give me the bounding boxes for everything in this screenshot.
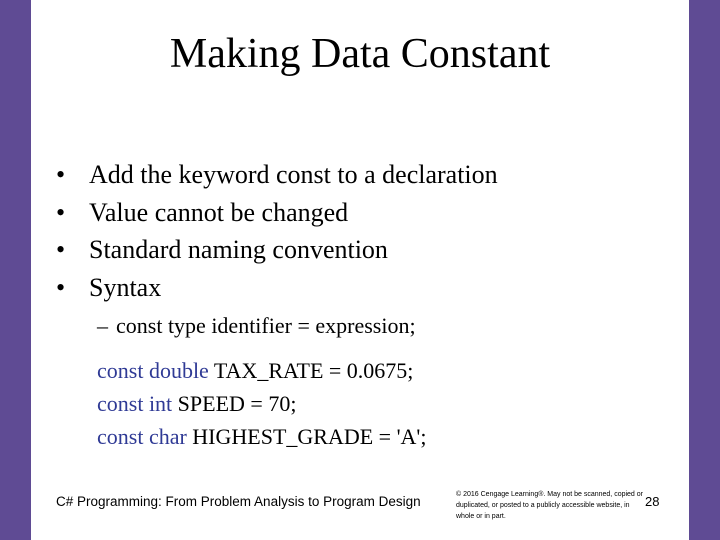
code-line xyxy=(97,387,427,420)
bullet-list xyxy=(56,156,498,306)
bullet-text: Standard naming convention xyxy=(89,235,388,264)
bullet-text: Add the keyword const to a declaration xyxy=(89,160,498,189)
bullet-item xyxy=(56,269,498,307)
code-line xyxy=(97,420,427,453)
bullet-item xyxy=(56,231,498,269)
code-keywords: const double xyxy=(97,358,209,383)
bullet-dot-icon: • xyxy=(56,235,66,264)
syntax-text: const type identifier = expression; xyxy=(116,313,416,338)
code-line xyxy=(97,354,427,387)
syntax-sub-bullet xyxy=(97,309,416,343)
code-rest: SPEED = 70; xyxy=(172,391,297,416)
right-side-band xyxy=(689,0,720,540)
bullet-dot-icon: • xyxy=(56,160,66,189)
bullet-dot-icon: • xyxy=(56,272,66,302)
slide-title: Making Data Constant xyxy=(169,31,551,77)
bullet-item xyxy=(56,156,498,194)
code-rest: HIGHEST_GRADE = 'A'; xyxy=(186,424,427,449)
left-side-band xyxy=(0,0,31,540)
footer-course-title: C# Programming: From Problem Analysis to Program Design xyxy=(56,494,421,509)
page-number: 28 xyxy=(645,494,660,509)
bullet-dot-icon: • xyxy=(56,197,66,227)
bullet-item xyxy=(56,194,498,232)
footer-copyright: © 2016 Cengage Learning®. May not be scanned, copied or duplicated, or posted to a publicly accessible website, in whole or in part. xyxy=(456,491,643,520)
bullet-text: Value cannot be changed xyxy=(89,197,349,227)
code-rest: TAX_RATE = 0.0675; xyxy=(208,358,414,383)
dash-icon: – xyxy=(97,313,108,338)
bullet-text: Syntax xyxy=(89,272,162,302)
code-example xyxy=(97,354,427,453)
code-keywords: const int xyxy=(97,391,173,416)
code-keywords: const char xyxy=(97,424,187,449)
